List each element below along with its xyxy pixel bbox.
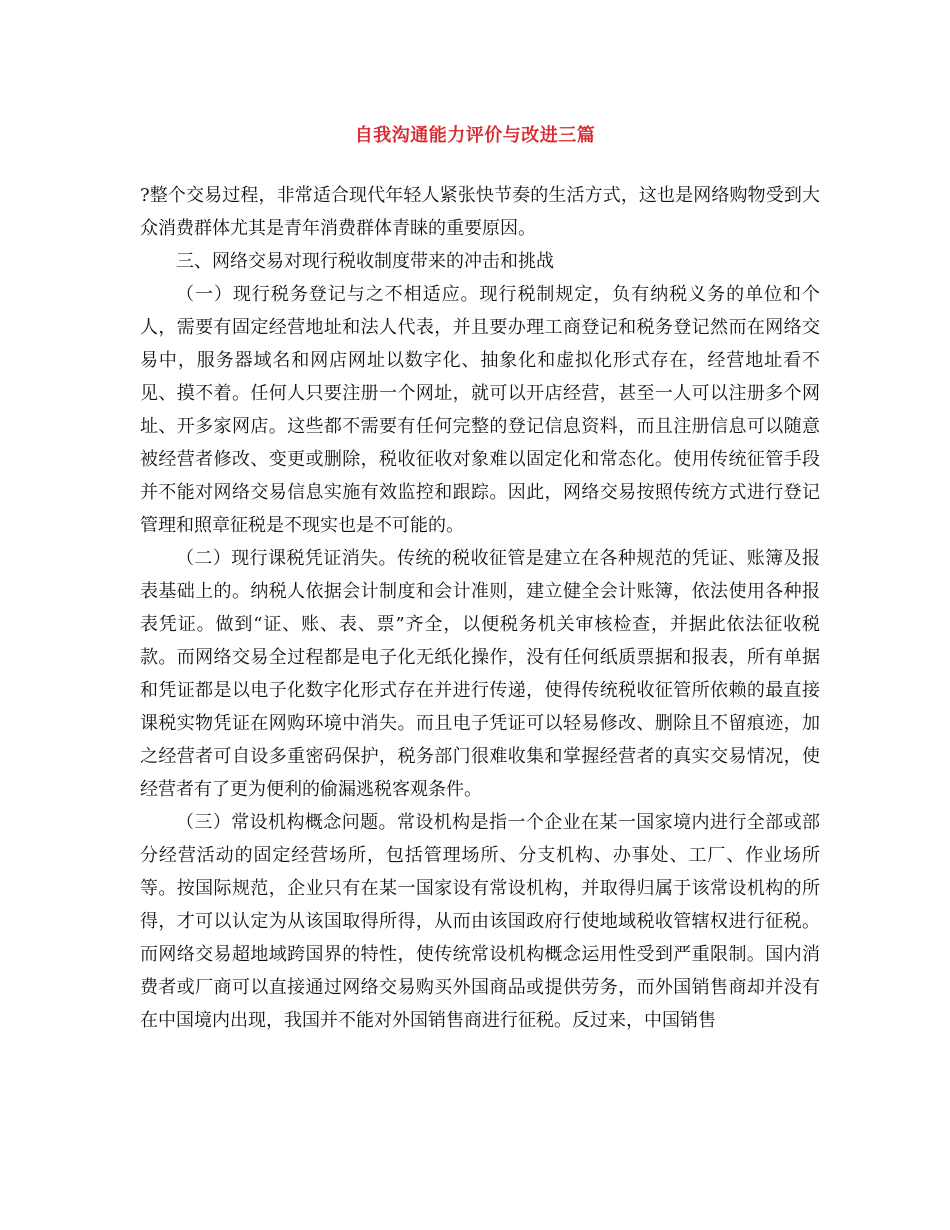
paragraph-vouchers: （二）现行课税凭证消失。传统的税收征管是建立在各种规范的凭证、账簿及报表基础上的。纳税人依据会计制度和会计准则，建立健全会计账簿，依法使用各种报表凭证。做到“证、账、表、票”齐全，以便税务机关审核检查，并据此依法征收税款。而网络交易全过程都是电子化无纸化操作，没有任何纸质票据和报表，所有单据和凭证都是以电子化数字化形式存在并进行传递，使得传统税收征管所依赖的最直接课税实物凭证在网购环境中消失。而且电子凭证可以轻易修改、删除且不留痕迹，加之经营者可自设多重密码保护，税务部门很难收集和掌握经营者的真实交易情况，使经营者有了更为便利的偷漏逃税客观条件。 [140,548,820,800]
paragraph-continuation: ?整个交易过程，非常适合现代年轻人紧张快节奏的生活方式，这也是网络购物受到大众消费群体尤其是青年消费群体青睐的重要原因。 [140,185,820,239]
paragraph-permanent-establishment: （三）常设机构概念问题。常设机构是指一个企业在某一国家境内进行全部或部分经营活动的固定经营场所，包括管理场所、分支机构、办事处、工厂、作业场所等。按国际规范，企业只有在某一国家设有常设机构，并取得归属于该常设机构的所得，才可以认定为从该国取得所得，从而由该国政府行使地域税收管辖权进行征税。而网络交易超地域跨国界的特性，使传统常设机构概念运用性受到严重限制。国内消费者或厂商可以直接通过网络交易购买外国商品或提供劳务，而外国销售商却并没有在中国境内出现，我国并不能对外国销售商进行征税。反过来，中国销售 [140,812,820,1031]
section-heading: 三、网络交易对现行税收制度带来的冲击和挑战 [176,251,554,272]
document-title: 自我沟通能力评价与改进三篇 [354,125,596,146]
document-body [140,179,820,1037]
paragraph-registration: （一）现行税务登记与之不相适应。现行税制规定，负有纳税义务的单位和个人，需要有固定经营地址和法人代表，并且要办理工商登记和税务登记然而在网络交易中，服务器域名和网店网址以数字化、抽象化和虚拟化形式存在，经营地址看不见、摸不着。任何人只要注册一个网址，就可以开店经营，甚至一人可以注册多个网址、开多家网店。这些都不需要有任何完整的登记信息资料，而且注册信息可以随意被经营者修改、变更或删除，税收征收对象难以固定化和常态化。使用传统征管手段并不能对网络交易信息实施有效监控和跟踪。因此，网络交易按照传统方式进行登记管理和照章征税是不现实也是不可能的。 [140,284,820,536]
